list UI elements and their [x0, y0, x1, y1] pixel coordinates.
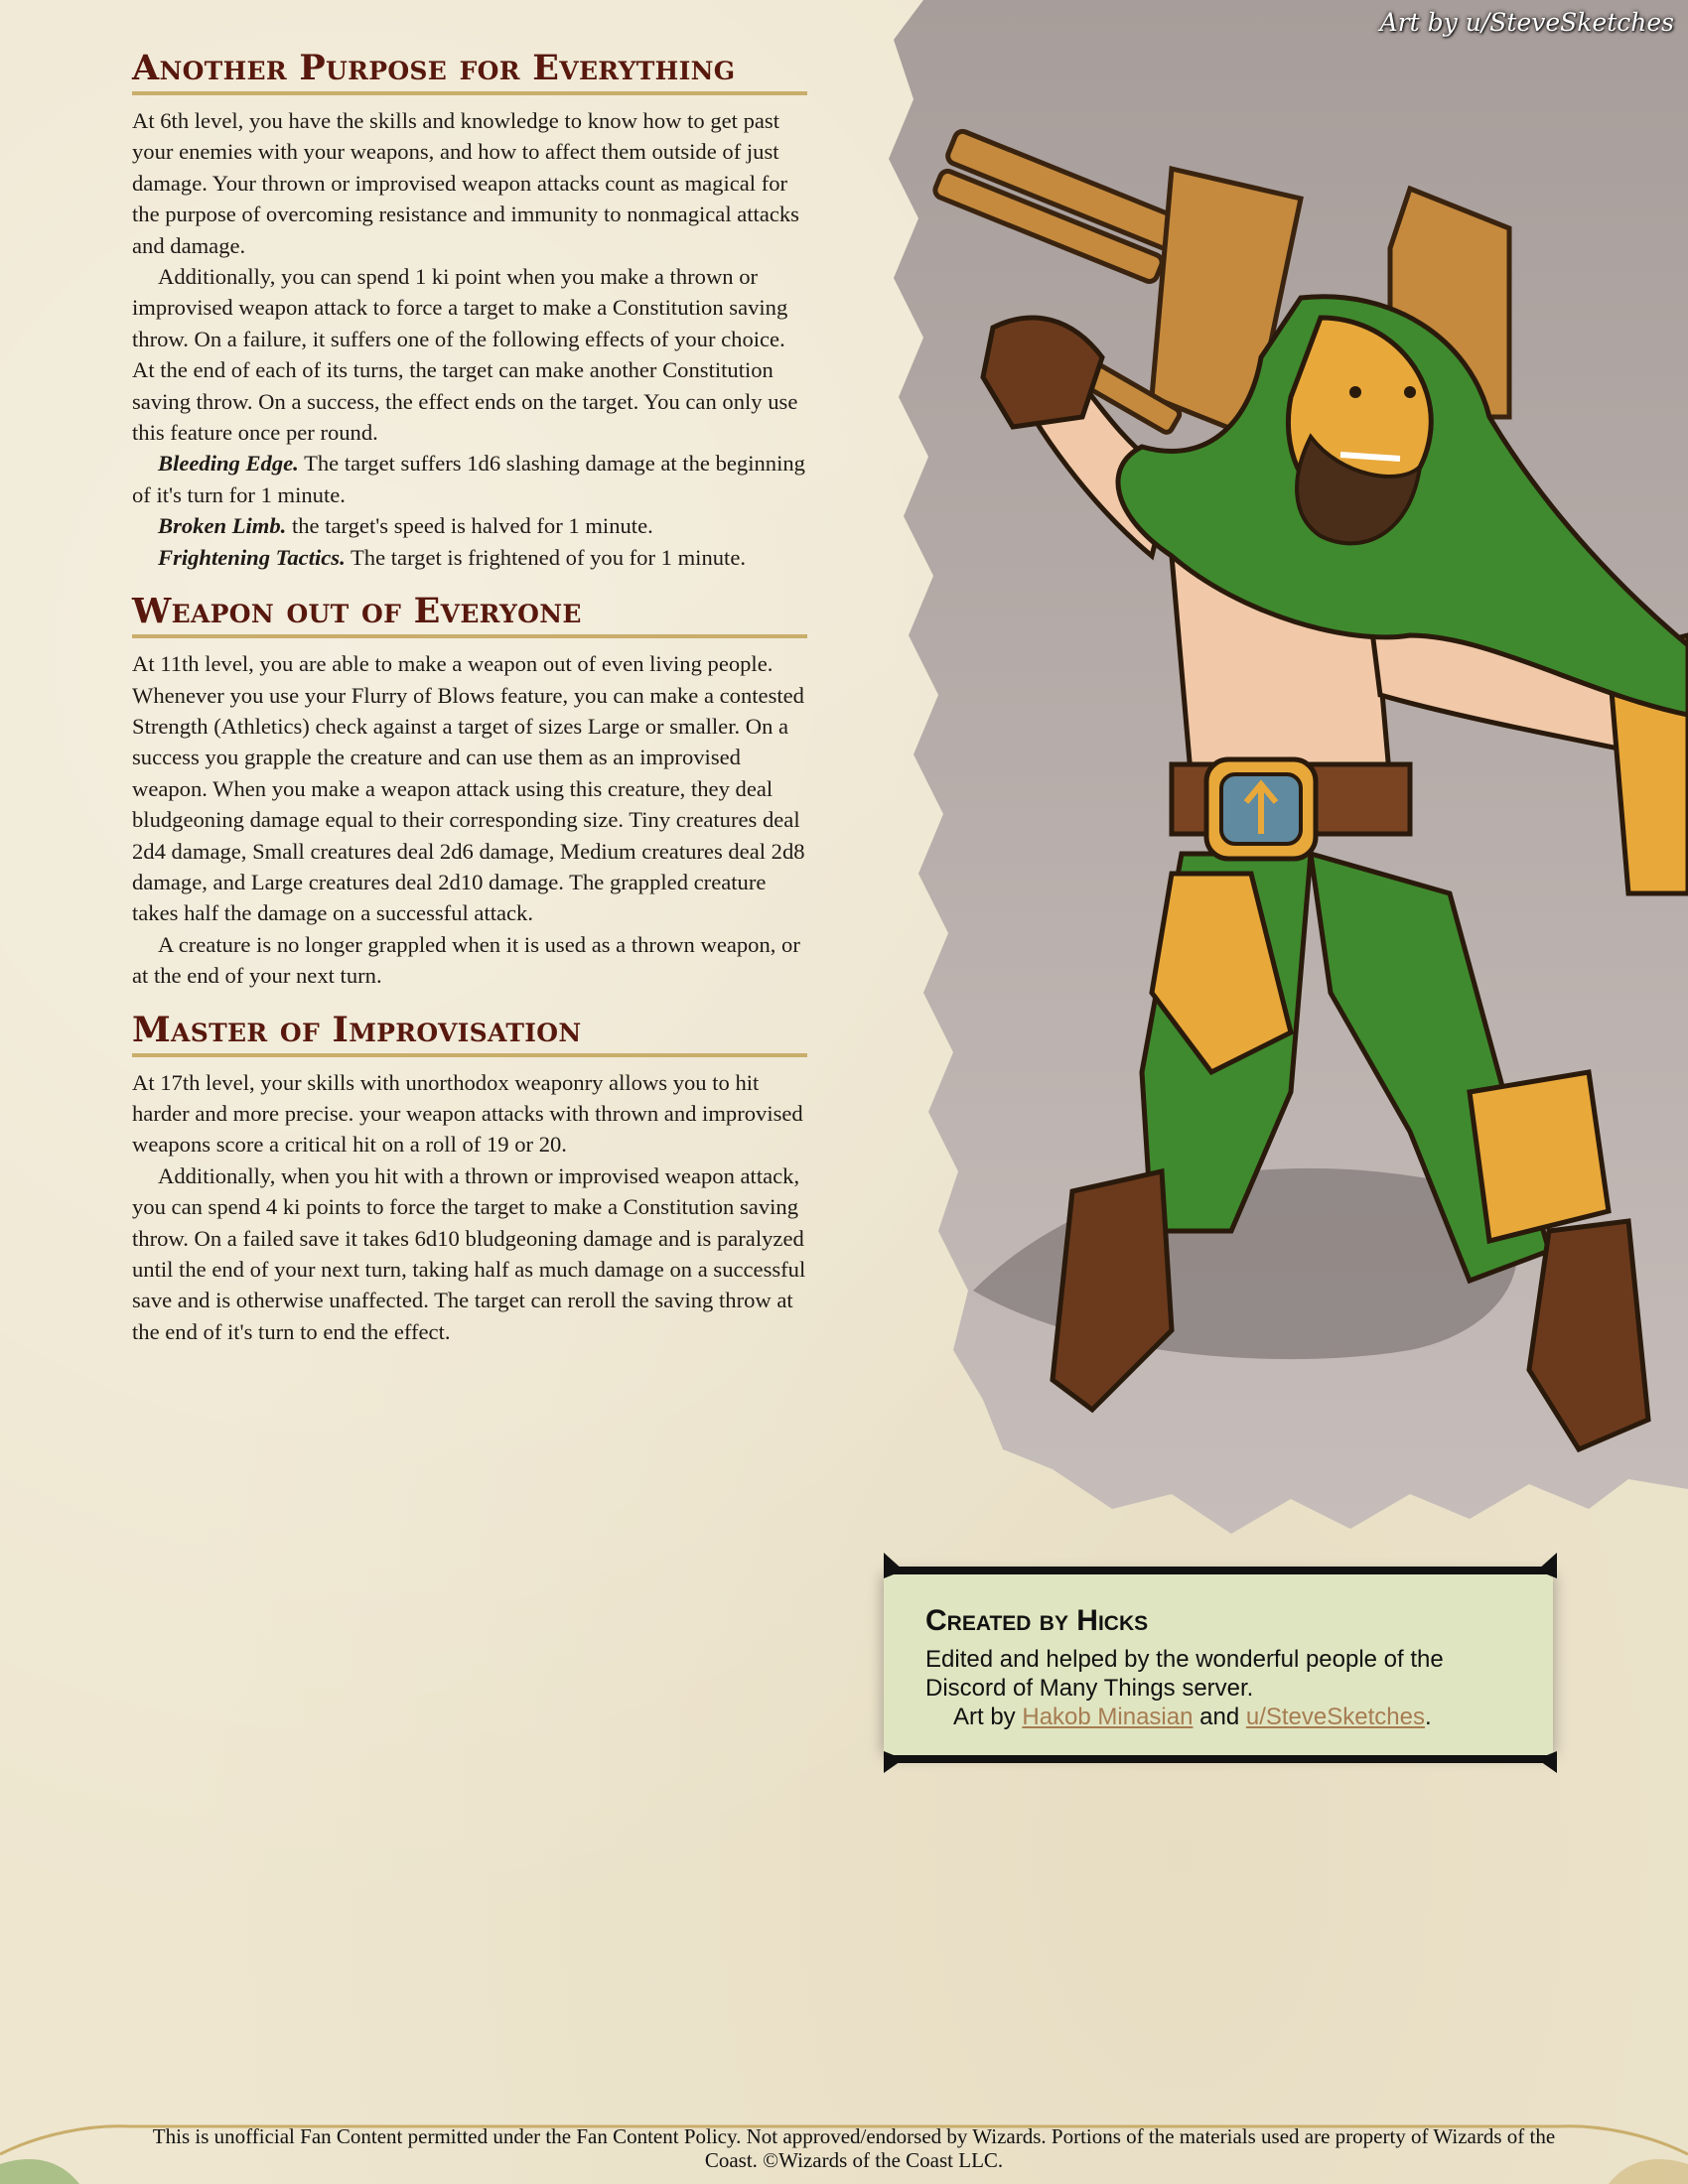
- section-heading: Weapon out of Everyone: [132, 591, 807, 638]
- credits-art-middle: and: [1193, 1703, 1246, 1730]
- section-master-of-improvisation: [132, 1010, 807, 1348]
- section-another-purpose: [132, 48, 807, 573]
- credits-art-suffix: .: [1424, 1703, 1432, 1730]
- effect-term: Frightening Tactics.: [158, 544, 346, 570]
- paragraph: At 11th level, you are able to make a weapon out of even living people. Whenever you use your Flurry of Blows feature, you can make a contested Strength (Athletics) check against a target of sizes Large or smaller. On a success you grapple the creature and can use them as an improvised weapon. When you make a weapon attack using this creature, they deal bludgeoning damage equal to their corresponding size. Tiny creatures deal 2d4 damage, Small creatures deal 2d6 damage, Medium creatures deal 2d8 damage, and Large creatures deal 2d10 damage. The grappled creature takes half the damage on a successful attack.: [132, 651, 805, 926]
- credits-box: [884, 1549, 1553, 1777]
- credits-notches: [878, 1549, 1563, 1777]
- section-weapon-out-of-everyone: [132, 591, 807, 991]
- effect-text: The target is frightened of you for 1 minute.: [345, 544, 746, 570]
- artist-link-hakob[interactable]: Hakob Minasian: [1022, 1703, 1194, 1730]
- effect-text: the target's speed is halved for 1 minute.: [286, 513, 653, 539]
- main-text-column: [132, 48, 807, 1365]
- paragraph: A creature is no longer grappled when it is used as a thrown weapon, or at the end of your next turn.: [132, 931, 800, 989]
- art-credit-caption: Art by u/SteveSketches: [1379, 8, 1674, 37]
- effect-broken-limb: [132, 510, 807, 541]
- legal-footer: This is unofficial Fan Content permitted under the Fan Content Policy. Not approved/endorsed by Wizards. Portions of the materials used are property of Wizards of the Coast. ©Wizards of the Coast LLC.: [152, 2124, 1556, 2172]
- artist-link-stevesketches[interactable]: u/SteveSketches: [1245, 1703, 1425, 1730]
- section-heading: Another Purpose for Everything: [132, 48, 807, 95]
- effect-term: Broken Limb.: [158, 513, 287, 539]
- effect-text: The target suffers 1d6 slashing damage at the beginning of it's turn for 1 minute.: [132, 451, 805, 507]
- credits-title: Created by Hicks: [925, 1604, 1149, 1637]
- credits-art-prefix: Art by: [953, 1703, 1023, 1730]
- paragraph: Additionally, you can spend 1 ki point when you make a thrown or improvised weapon attack to force a target to make a Constitution saving throw. On a failure, it suffers one of the following effects of your choice. At the end of each of its turns, the target can make another Constitution saving throw. On a success, the effect ends on the target. You can only use this feature once per round.: [132, 264, 798, 446]
- effect-term: Bleeding Edge.: [158, 451, 299, 477]
- credits-line: Edited and helped by the wonderful people of the Discord of Many Things server.: [925, 1645, 1444, 1702]
- paragraph: At 17th level, your skills with unorthodox weaponry allows you to hit harder and more precise. your weapon attacks with thrown and improvised weapons score a critical hit on a roll of 19 or 20.: [132, 1069, 803, 1158]
- effect-bleeding-edge: [132, 448, 807, 510]
- section-heading: Master of Improvisation: [132, 1010, 807, 1057]
- effect-frightening-tactics: [132, 542, 807, 573]
- paragraph: At 6th level, you have the skills and knowledge to know how to get past your enemies with your weapons, and how to affect them outside of just damage. Your thrown or improvised weapon attacks count as magical for the purpose of overcoming resistance and immunity to nonmagical attacks and damage.: [132, 108, 799, 258]
- paragraph: Additionally, when you hit with a thrown or improvised weapon attack, you can spend 4 ki points to force the target to make a Constitution saving throw. On a failed save it takes 6d10 bludgeoning damage and is paralyzed until the end of your next turn, taking half as much damage on a successful save and is otherwise unaffected. The target can reroll the saving throw at the end of it's turn to end the effect.: [132, 1162, 806, 1344]
